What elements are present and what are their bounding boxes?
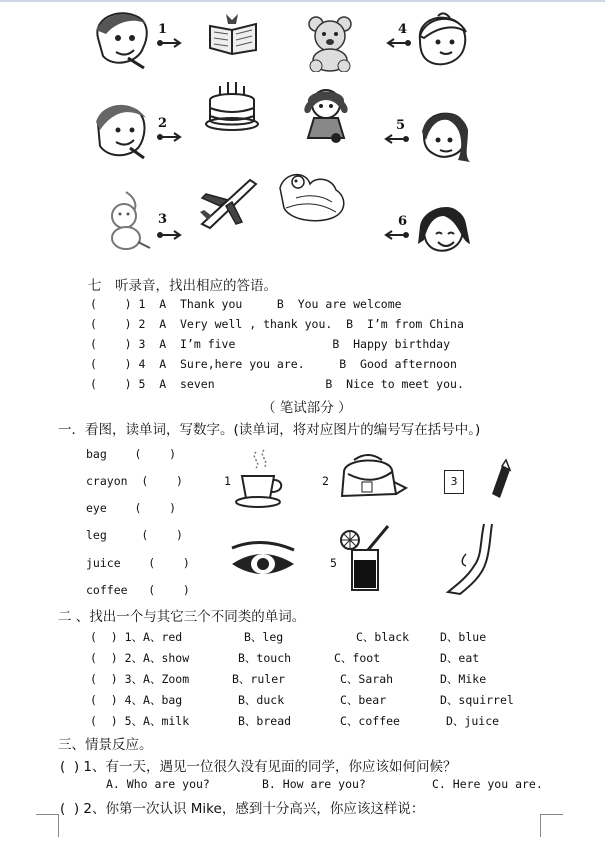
- word-item: coffee ( ): [86, 583, 190, 597]
- girl-face-icon: [414, 200, 472, 260]
- coffee-cup-icon: [234, 448, 290, 510]
- part3-title: 三、情景反应。: [58, 737, 153, 753]
- option-c: C、coffee: [340, 714, 400, 728]
- section7-title: 七 听录音，找出相应的答语。: [88, 278, 277, 294]
- leg-icon: [440, 522, 496, 596]
- arrow-right-icon: [156, 230, 182, 240]
- crayon-icon: [486, 458, 512, 500]
- airplane-icon: [196, 172, 262, 232]
- option-d: D、squirrel: [440, 693, 514, 707]
- option-b: B、duck: [238, 693, 285, 707]
- picture-number-6: 6: [398, 214, 408, 229]
- boy-face-icon: [88, 8, 158, 70]
- squirrel-icon: [276, 168, 352, 224]
- section7-item: ( ) 3 A I’m five B Happy birthday: [90, 337, 451, 351]
- option-d: D、blue: [440, 630, 487, 644]
- section7-item: ( ) 2 A Very well , thank you. B I’m from China: [90, 317, 464, 331]
- teddy-bear-icon: [302, 14, 358, 72]
- monkey-icon: [96, 190, 156, 252]
- question-1: ( ) 1、有一天，遇见一位很久没有见面的同学，你应该如何问候？: [60, 759, 457, 775]
- option-b: B、bread: [238, 714, 292, 728]
- word-item: bag ( ): [86, 447, 177, 461]
- option-b: B、leg: [244, 630, 284, 644]
- doll-icon: [296, 86, 356, 144]
- q1-option-c: C. Here you are.: [432, 777, 543, 791]
- option-d: D、juice: [446, 714, 500, 728]
- option-a: ( ) 1、A、red: [90, 630, 183, 644]
- eye-icon: [228, 540, 298, 582]
- page-top-border: [0, 0, 605, 2]
- option-a: ( ) 5、A、milk: [90, 714, 190, 728]
- page-corner-mark-right: [540, 814, 563, 837]
- arrow-right-icon: [156, 132, 182, 142]
- picture-label-5: 5: [330, 556, 337, 570]
- section7-item: ( ) 4 A Sure,here you are. B Good afternoon: [90, 357, 457, 371]
- picture-number-4: 4: [398, 22, 408, 37]
- word-item: eye ( ): [86, 501, 177, 515]
- part1-title: 一．看图，读单词，写数字。(读单词，将对应图片的编号写在括号中。): [58, 422, 481, 438]
- option-d: D、Mike: [440, 672, 487, 686]
- option-c: C、foot: [334, 651, 381, 665]
- arrow-left-icon: [384, 134, 410, 144]
- picture-number-3: 3: [158, 212, 168, 227]
- school-bag-icon: [334, 452, 410, 502]
- picture-label-2: 2: [322, 474, 329, 488]
- boy-face-icon: [86, 100, 158, 162]
- option-c: C、Sarah: [340, 672, 394, 686]
- option-c: C、black: [356, 630, 410, 644]
- girl-face-icon: [414, 106, 474, 164]
- option-b: B、ruler: [232, 672, 286, 686]
- option-b: B、touch: [238, 651, 292, 665]
- arrow-right-icon: [156, 38, 182, 48]
- picture-number-5: 5: [396, 118, 406, 133]
- option-a: ( ) 4、A、bag: [90, 693, 183, 707]
- section7-item: ( ) 1 A Thank you B You are welcome: [90, 297, 402, 311]
- written-section-heading: （ 笔试部分 ）: [262, 400, 352, 416]
- picture-label-1: 1: [224, 474, 231, 488]
- book-icon: [206, 12, 260, 56]
- birthday-cake-icon: [204, 78, 262, 134]
- arrow-left-icon: [384, 230, 410, 240]
- arrow-left-icon: [386, 38, 412, 48]
- q1-option-b: B. How are you?: [262, 777, 366, 791]
- word-item: crayon ( ): [86, 474, 183, 488]
- picture-label-3: 3: [444, 470, 464, 494]
- word-item: leg ( ): [86, 528, 183, 542]
- juice-glass-icon: [338, 522, 394, 594]
- q1-option-a: A. Who are you?: [106, 777, 210, 791]
- question-2: ( ) 2、你第一次认识 Mike，感到十分高兴，你应该这样说：: [60, 801, 425, 817]
- word-item: juice ( ): [86, 556, 190, 570]
- option-a: ( ) 2、A、show: [90, 651, 190, 665]
- part2-title: 二 、找出一个与其它三个不同类的单词。: [58, 609, 306, 625]
- girl-face-icon: [412, 12, 472, 72]
- option-d: D、eat: [440, 651, 480, 665]
- option-a: ( ) 3、A、Zoom: [90, 672, 190, 686]
- option-c: C、bear: [340, 693, 387, 707]
- section7-item: ( ) 5 A seven B Nice to meet you.: [90, 377, 464, 391]
- picture-number-2: 2: [158, 116, 168, 131]
- page-corner-mark-left: [36, 814, 59, 837]
- picture-number-1: 1: [158, 22, 168, 37]
